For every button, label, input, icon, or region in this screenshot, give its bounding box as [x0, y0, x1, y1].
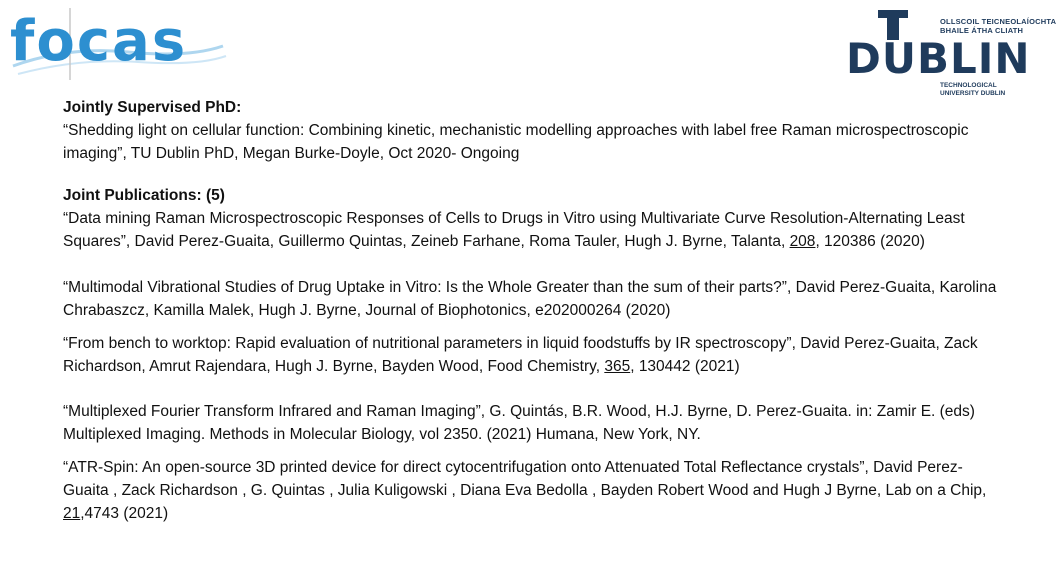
publications-heading: Joint Publications: (5): [63, 187, 225, 204]
publication-item: “Multiplexed Fourier Transform Infrared and Raman Imaging”, G. Quintás, B.R. Wood, H.J. Byrne, D. Perez-Guaita. in: Zamir E. (eds) Multiplexed Imaging. Methods in Molecular Biology, vol 2350. (2021) Humana, New York, NY.: [63, 403, 975, 443]
phd-heading: Jointly Supervised PhD:: [63, 99, 242, 116]
focas-logo: [8, 6, 228, 84]
publication-item: “ATR-Spin: An open-source 3D printed device for direct cytocentrifugation onto Attenuated Total Reflectance crystals”, David Perez-Guaita , Zack Richardson , G. Quintas , Julia Kuligowski , Diana Eva Bedolla , Bayden Robert Wood and Hugh J Byrne, Lab on a Chip, 21,4743 (2021): [63, 459, 987, 522]
publication-item: “Multimodal Vibrational Studies of Drug Uptake in Vitro: Is the Whole Greater than the sum of their parts?”, David Perez-Guaita, Karolina Chrabaszcz, Kamilla Malek, Hugh J. Byrne, Journal of Biophotonics, e202000264 (2020): [63, 279, 997, 319]
phd-description: “Shedding light on cellular function: Combining kinetic, mechanistic modelling approaches with label free Raman microspectroscopic imaging”, TU Dublin PhD, Megan Burke-Doyle, Oct 2020- Ongoing: [63, 122, 969, 162]
volume-number: 365: [604, 358, 631, 375]
focas-wordmark: focas: [10, 9, 188, 74]
publication-item: “From bench to worktop: Rapid evaluation of nutritional parameters in liquid foodstuffs by IR spectroscopy”, David Perez-Guaita, Zack Richardson, Amrut Rajendara, Hugh J. Byrne, Bayden Wood, Food Chemistry, 365, 130442 (2021): [63, 335, 978, 375]
publication-item: “Data mining Raman Microspectroscopic Responses of Cells to Drugs in Vitro using Multivariate Curve Resolution-Alternating Least Squares”, David Perez-Guaita, Guillermo Quintas, Zeineb Farhane, Roma Tauler, Hugh J. Byrne, Talanta, 208, 120386 (2020): [63, 210, 965, 250]
tu-irish-name: OLLSCOIL TEICNEOLAÍOCHTA BHAILE ÁTHA CLIATH: [940, 17, 1056, 35]
tu-english-name: TECHNOLOGICAL UNIVERSITY DUBLIN: [940, 82, 1006, 97]
volume-number: 208: [789, 233, 816, 250]
slide-content: [63, 96, 1003, 525]
volume-number: 21: [63, 505, 81, 522]
tu-dublin-wordmark: DUBLIN: [846, 34, 1031, 83]
tu-dublin-logo: [842, 8, 1056, 102]
